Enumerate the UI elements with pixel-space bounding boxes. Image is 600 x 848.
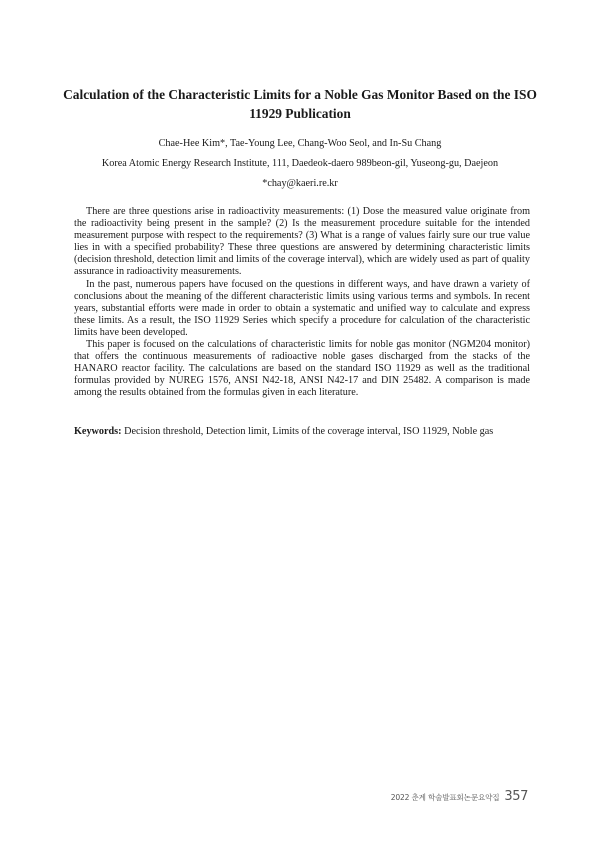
proceedings-title: 2022 춘계 학술발표회논문요약집: [390, 793, 500, 802]
abstract-paragraph: In the past, numerous papers have focused on the questions in different ways, and have drawn a variety of conclusions about the meaning of the different characteristic limits using various terms and symbols. In recent years, substantial efforts were made in order to obtain a systematic and unified way to calculate and express these limits. As a result, the ISO 11929 Series which specify a procedure for calculation of the characteristic limits have been developed.: [74, 278, 530, 338]
author-affiliation: Korea Atomic Energy Research Institute, 111, Daedeok-daero 989beon-gil, Yuseong-gu, Daejeon: [101, 158, 499, 169]
paper-title: Calculation of the Characteristic Limits for a Noble Gas Monitor Based on the ISO 11929 Publication: [63, 87, 537, 121]
keywords-label: Keywords:: [74, 426, 122, 437]
keywords-list: Decision threshold, Detection limit, Limits of the coverage interval, ISO 11929, Noble gas: [124, 426, 494, 437]
page-number: 357: [504, 789, 528, 804]
abstract-paragraph: There are three questions arise in radioactivity measurements: (1) Dose the measured value originate from the radioactivity being present in the sample? (2) Is the measurement procedure suitable for the intended measurement purpose with respect to the requirements? (3) What is a range of values fairly sure our true value lies in with a specified probability? These three questions are answered by determining characteristic limits (decision threshold, detection limit and limits of the coverage interval), which are widely used as part of quality assurance in radioactivity measurements.: [74, 206, 530, 278]
abstract-paragraph: This paper is focused on the calculations of characteristic limits for noble gas monitor (NGM204 monitor) that offers the continuous measurements of radioactive noble gases discharged from the stacks of the HANARO reactor facility. The calculations are based on the standard ISO 11929 as well as the traditional formulas provided by NUREG 1576, ANSI N42-18, ANSI N42-17 and DIN 25482. A comparison is made among the results obtained from the formulas given in each literature.: [74, 339, 530, 399]
author-list: Chae-Hee Kim*, Tae-Young Lee, Chang-Woo Seol, and In-Su Chang: [158, 138, 442, 149]
corresponding-email: *chay@kaeri.re.kr: [262, 178, 338, 189]
page-footer: [391, 789, 528, 804]
abstract-body: [74, 206, 530, 400]
keywords-section: [74, 426, 530, 439]
